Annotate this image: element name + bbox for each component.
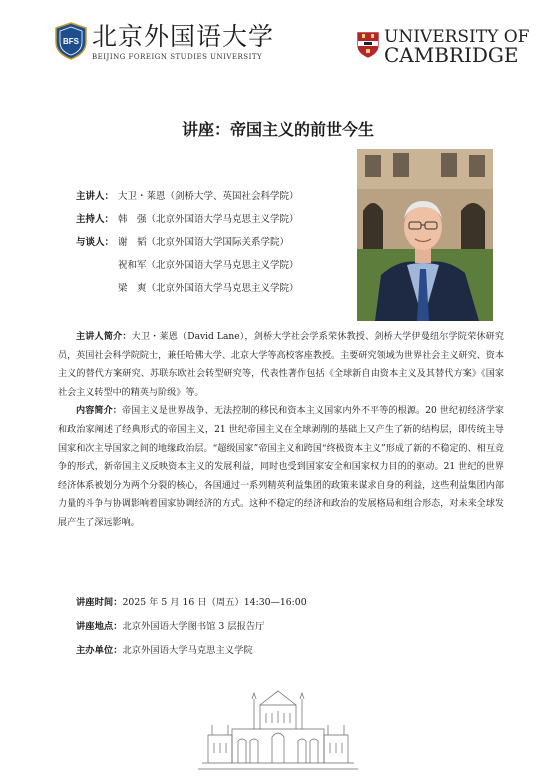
speaker-bio-label: 主讲人简介： — [76, 331, 132, 342]
time-value: 2025 年 5 月 16 日（周五）14:30—16:00 — [122, 597, 307, 608]
lecture-title: 讲座：帝国主义的前世今生 — [181, 120, 374, 139]
place-label: 讲座地点： — [76, 621, 123, 632]
people-list — [76, 185, 299, 300]
content-intro-text: 帝国主义是世界战争、无法控制的移民和资本主义国家内外不平等的根源。20 世纪初经济学家和政治家阐述了经典形式的帝国主义，21 世纪帝国主义在全球剥削的基础上又产生了新的结构层，即传统主导国家和次主导国家之间的地缘政治层。“超级国家”帝国主义和跨国“终极资本主义”形成了新的不稳定的、相互竞争的形式，新帝国主义反映资本主义的发展利益，同时也受到国家安全和国家权力目的的驱动。21 世纪的世界经济体系被划分为两个分裂的核心，各国通过一系列精英利益集团的政策来谋求自身的利益，这些利益集团内部力量的斗争与协调影响着国家协调经济的方式。这种不稳定的经济和政治的发展格局和组合形态，对未来全球发展产生了深远影响。 — [58, 406, 505, 528]
organizer-label: 主办单位： — [76, 645, 123, 656]
cambridge-name-line2: CAMBRIDGE — [384, 43, 519, 67]
bfsu-emblem-letters: BFS — [63, 37, 79, 46]
host-label: 主持人： — [76, 214, 115, 225]
place-value: 北京外国语大学图书馆 3 层报告厅 — [122, 621, 265, 632]
speaker-name: 大卫・莱恩（剑桥大学、英国社会科学院） — [118, 191, 299, 202]
speaker-bio-paragraph — [58, 328, 504, 402]
host-name: 韩 强（北京外国语大学马克思主义学院） — [118, 214, 299, 225]
discussant-name-1: 谢 韬（北京外国语大学国际关系学院） — [118, 237, 290, 248]
discussant-row — [76, 231, 299, 254]
body-text — [58, 328, 504, 533]
discussant-row — [76, 254, 299, 277]
lecture-place — [76, 618, 264, 632]
bfsu-name-english: BEIJING FOREIGN STUDIES UNIVERSITY — [92, 53, 263, 61]
discussant-name-3: 梁 爽（北京外国语大学马克思主义学院） — [118, 283, 299, 294]
time-label: 讲座时间： — [76, 597, 123, 608]
discussant-label: 与谈人： — [76, 237, 115, 248]
host-row — [76, 208, 299, 231]
lecture-time — [76, 594, 307, 608]
cambridge-name-line1: UNIVERSITY OF — [384, 27, 530, 47]
speaker-bio-text: 大卫・莱恩（David Lane），剑桥大学社会学系荣休教授、剑桥大学伊曼纽尔学院荣休研究员，英国社会科学院院士，兼任哈佛大学、北京大学等高校客座教授。主要研究领域为世界社会主义研究、资本主义的替代方案研究、苏联东欧社会转型研究等，代表性著作包括《全球新自由资本主义及其替代方案》《国家社会主义转型中的精英与阶级》等。 — [58, 332, 504, 398]
campus-building-illustration — [198, 683, 358, 773]
organizer-value: 北京外国语大学马克思主义学院 — [122, 645, 253, 656]
discussant-row — [76, 277, 299, 300]
speaker-label: 主讲人： — [76, 191, 115, 202]
bfsu-name-chinese: 北京外国语大学 — [92, 22, 275, 51]
discussant-name-2: 祝和军（北京外国语大学马克思主义学院） — [118, 260, 299, 271]
organizer — [76, 642, 253, 656]
cambridge-shield-icon — [356, 31, 380, 59]
bfsu-emblem-icon — [54, 22, 88, 60]
speaker-photo — [357, 149, 493, 321]
content-intro-paragraph — [58, 402, 504, 532]
speaker-row — [76, 185, 299, 208]
content-intro-label: 内容简介： — [76, 405, 122, 417]
